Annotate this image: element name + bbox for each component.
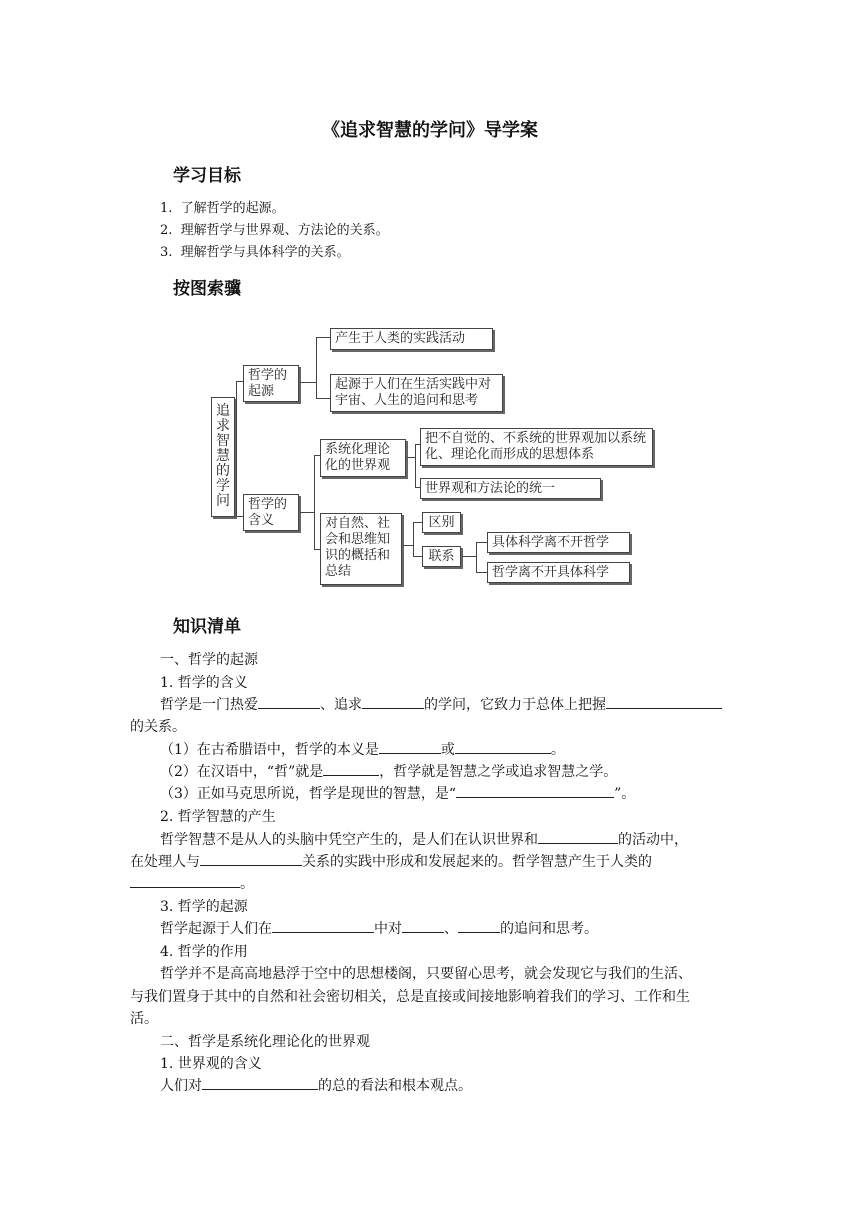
goal-number: 2. [160,223,173,238]
goal-item-3 [160,241,350,260]
connector [316,398,330,399]
fill-blank [362,696,424,709]
connector [236,516,243,517]
text-segment: 哲学起源于人们在 [160,921,272,937]
fill-blank [606,696,722,709]
diagram-worldview-a: 把不自觉的、不系统的世界观加以系统化、理论化而形成的思想体系 [420,428,653,466]
goal-number: 3. [160,245,173,260]
fill-blank [130,875,240,888]
fill-blank [455,741,551,754]
paragraph-line [130,851,652,871]
connector [415,444,416,487]
diagram-summary-node: 对自然、社会和思维知识的概括和总结 [320,513,402,585]
text-segment: 人们对 [160,1078,202,1094]
text-segment: 。 [240,876,254,892]
connector [476,572,487,573]
subsection-heading: 4. 哲学的作用 [160,944,248,960]
diagram-origin-b: 起源于人们在生活实践中对宇宙、人生的追问和思考 [330,374,503,412]
subsection-heading: 3. 哲学的起源 [160,899,248,915]
connector [403,545,413,546]
diagram-link-a: 具体科学离不开哲学 [487,532,630,553]
section-heading: 一、哲学的起源 [160,652,258,668]
text-segment: 的追问和思考。 [500,921,598,937]
fill-blank [538,831,618,844]
subsection-heading: 2. 哲学智慧的产生 [160,809,276,825]
diagram-diff-node: 区别 [422,512,461,533]
text-segment: ，哲学就是智慧之学或追求智慧之学。 [379,764,618,780]
diagram-link-node: 联系 [422,546,461,567]
paragraph-line [160,829,688,849]
connector [316,337,317,398]
connector [236,381,243,382]
text-segment: 中对 [374,921,402,937]
text-segment: 、 [444,921,458,937]
connector [300,382,316,383]
map-heading: 按图索骥 [173,279,241,299]
text-segment: 哲学智慧不是从人的头脑中凭空产生的，是人们在认识世界和 [160,832,538,848]
connector [413,556,422,557]
connector [316,337,330,338]
paragraph-line [160,783,635,803]
paragraph-line: 活。 [130,1011,158,1027]
fill-blank [458,920,500,933]
text-segment: （2）在汉语中，“哲”就是 [160,764,324,780]
paragraph-line [160,761,617,781]
knowledge-heading: 知识清单 [173,617,241,637]
goal-text: 了解哲学的起源。 [180,201,285,216]
diagram-link-b: 哲学离不开具体科学 [487,562,630,583]
connector [236,381,237,517]
diagram-origin-a: 产生于人类的实践活动 [330,328,493,350]
paragraph-line [160,918,598,938]
goal-number: 1. [160,201,173,216]
fill-blank [402,920,444,933]
paragraph-line [160,739,565,759]
paragraph-line: 与我们置身于其中的自然和社会密切相关，总是直接或间接地影响着我们的学习、工作和生 [130,989,690,1005]
fill-blank [272,920,374,933]
page-title: 《追求智慧的学问》导学案 [322,120,538,141]
goal-text: 理解哲学与世界观、方法论的关系。 [180,223,389,238]
text-segment: 关系的实践中形成和发展起来的。哲学智慧产生于人类的 [302,854,652,870]
text-segment: 的学问，它致力于总体上把握 [424,697,606,713]
paragraph-line [160,694,722,714]
connector [462,556,476,557]
text-segment: 、追求 [320,697,362,713]
text-segment: （3）正如马克思所说，哲学是现世的智慧，是“ [160,786,457,802]
goal-item-1 [160,197,285,216]
subsection-heading: 1. 世界观的含义 [160,1056,262,1072]
paragraph-line [130,873,254,893]
text-segment: （1）在古希腊语中，哲学的本义是 [160,742,379,758]
fill-blank [202,1077,318,1090]
connector [314,455,315,550]
diagram-worldview-b: 世界观和方法论的统一 [420,478,601,499]
subsection-heading: 1. 哲学的含义 [160,675,248,691]
fill-blank [323,763,379,776]
connector [413,522,414,557]
text-segment: 的总的看法和根本观点。 [318,1078,472,1094]
text-segment: ”。 [614,786,636,802]
diagram-origin-node: 哲学的起源 [243,365,299,402]
goals-heading: 学习目标 [173,166,241,186]
text-segment: 在处理人与 [130,854,200,870]
paragraph-line [160,1075,472,1095]
fill-blank [200,853,302,866]
connector [413,522,422,523]
fill-blank [456,785,614,798]
connector [407,457,415,458]
paragraph-line: 哲学并不是高高地悬浮于空中的思想楼阁，只要留心思考，就会发现它与我们的生活、 [160,966,692,982]
text-segment: 或 [440,742,455,758]
text-segment: 的活动中， [618,832,688,848]
connector [476,542,477,572]
diagram-root: 追求智慧的学问 [211,397,235,517]
connector [476,542,487,543]
fill-blank [379,741,441,754]
goal-item-2 [160,219,389,238]
paragraph-line: 的关系。 [130,719,186,735]
text-segment: 哲学是一门热爱 [160,697,258,713]
diagram-meaning-node: 哲学的含义 [243,494,299,531]
fill-blank [258,696,320,709]
section-heading: 二、哲学是系统化理论化的世界观 [160,1034,370,1050]
diagram-worldview-node: 系统化理论化的世界观 [320,439,406,477]
text-segment: 。 [550,742,565,758]
connector [300,512,314,513]
goal-text: 理解哲学与具体科学的关系。 [180,245,350,260]
